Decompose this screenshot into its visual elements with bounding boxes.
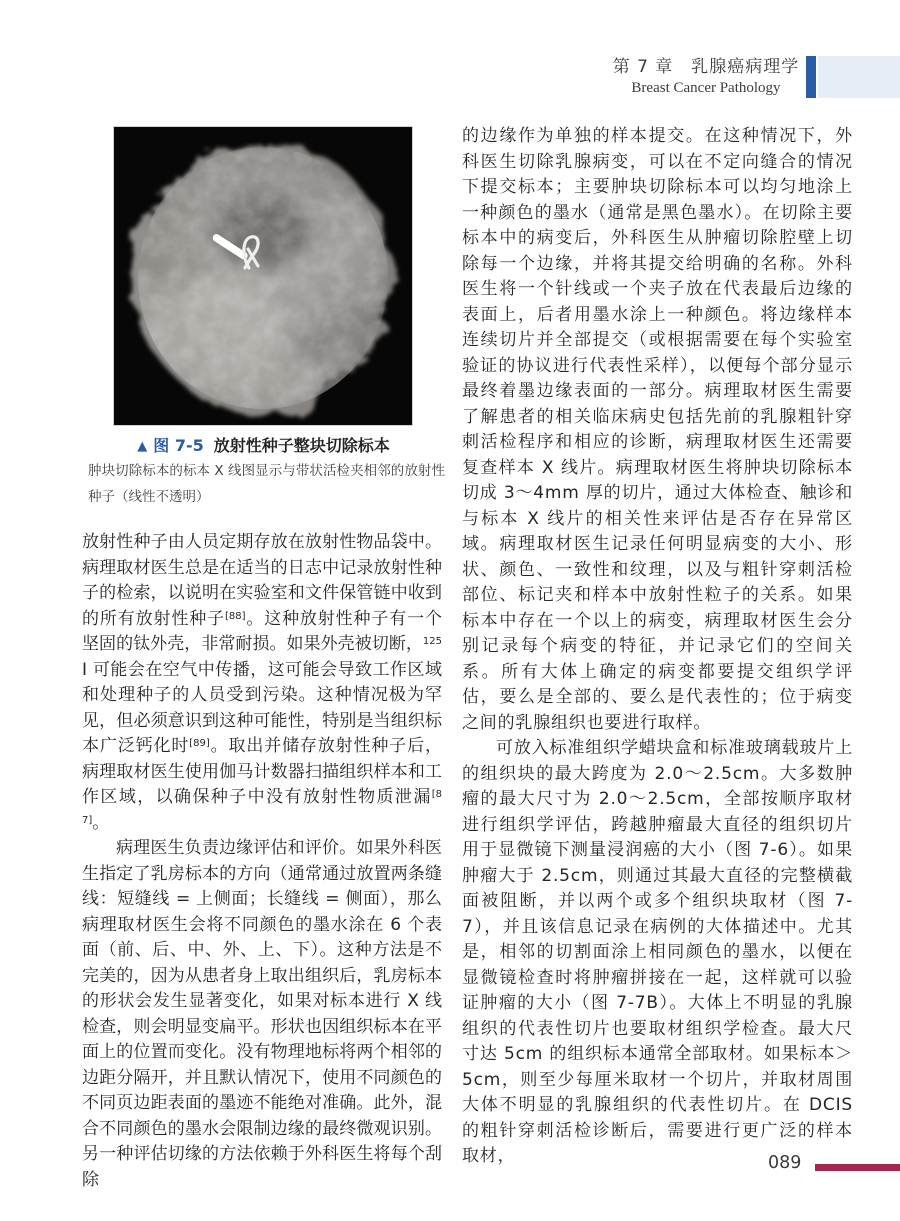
- caption-triangle-icon: ▲: [137, 439, 148, 454]
- specimen-radiograph-image: [114, 127, 412, 425]
- figure-caption: [82, 433, 445, 456]
- figure-label: 图 7-5: [153, 436, 204, 455]
- body-paragraph: 可放入标准组织学蜡块盒和标准玻璃载玻片上的组织块的最大跨度为 2.0～2.5cm。大多数肿瘤的最大尺寸为 2.0～2.5cm，全部按顺序取材进行组织学评估，跨越肿瘤最大直径的组织切片用于显微镜下测量浸润癌的大小（图 7-6）。如果肿瘤大于 2.5cm，则通过其最大直径的完整横截面被阻断，并以两个或多个组织块取材（图 7-7），并且该信息记录在病例的大体描述中。尤其是，相邻的切割面涂上相同颜色的墨水，以便在显微镜检查时将肿瘤拼接在一起，这样就可以验证肿瘤的大小（图 7-7B）。大体上不明显的乳腺组织的代表性切片也要取材组织学检查。最大尺寸达 5cm 的组织标本通常全部取材。如果标本＞ 5cm，则至少每厘米取材一个切片，并取材周围大体不明显的乳腺组织的代表性切片。在 DCIS 的粗针穿刺活检诊断后，需要进行更广泛的样本取材，: [462, 738, 853, 1166]
- left-column: [82, 530, 442, 1193]
- body-paragraph: 的边缘作为单独的样本提交。在这种情况下，外科医生切除乳腺病变，可以在不定向缝合的情况下提交标本；主要肿块切除标本可以均匀地涂上一种颜色的墨水（通常是黑色墨水）。在切除主要标本中的病变后，外科医生从肿瘤切除腔壁上切除每一个边缘，并将其提交给明确的名称。外科医生将一个针线或一个夹子放在代表最后边缘的表面上，后者用墨水涂上一种颜色。将边缘样本连续切片并全部提交（或根据需要在每个实验室验证的协议进行代表性采样），以便每个部分显示最终着墨边缘表面的一部分。病理取材医生需要了解患者的相关临床病史包括先前的乳腺粗针穿刺活检程序和相应的诊断，病理取材医生还需要复查样本 X 线片。病理取材医生将肿块切除标本切成 3～4mm 厚的切片，通过大体检查、触诊和与标本 X 线片的相关性来评估是否存在异常区域。病理取材医生记录任何明显病变的大小、形状、颜色、一致性和纹理，以及与粗针穿刺活检部位、标记夹和样本中放射性粒子的关系。如果标本中存在一个以上的病变，病理取材医生会分别记录每个病变的特征，并记录它们的空间关系。所有大体上确定的病变都要提交组织学评估，要么是全部的、要么是代表性的；位于病变之间的乳腺组织也要进行取样。: [462, 126, 853, 733]
- body-paragraph: 病理医生负责边缘评估和评价。如果外科医生指定了乳房标本的方向（通常通过放置两条缝线：短缝线 = 上侧面；长缝线 = 侧面），那么病理取材医生会将不同颜色的墨水涂在 6 个表面（前、后、中、外、上、下）。这种方法是不完美的，因为从患者身上取出组织后，乳房标本的形状会发生显著变化，如果对标本进行 X 线检查，则会明显变扁平。形状也因组织标本在平面上的位置而变化。没有物理地标将两个相邻的边距分隔开，并且默认情况下，使用不同颜色的不同页边距表面的墨迹不能绝对准确。此外，混合不同颜色的墨水会限制边缘的最终微观识别。另一种评估切缘的方法依赖于外科医生将每个刮除: [82, 838, 442, 1190]
- radiograph-drawing: [114, 127, 412, 425]
- header-accent-bar: [806, 56, 816, 98]
- header-accent-band: [818, 56, 900, 98]
- page-number: 089: [768, 1153, 802, 1173]
- footer-rule: [815, 1164, 900, 1171]
- chapter-header: [610, 52, 802, 97]
- body-paragraph: 放射性种子由人员定期存放在放射性物品袋中。病理取材医生总是在适当的日志中记录放射性种子的检索，以说明在实验室和文件保管链中收到的所有放射性种子[88]。这种放射性种子有一个坚固的钛外壳，非常耐损。如果外壳被切断，$^{125}$I 可能会在空气中传播，这可能会导致工作区域和处理种子的人员受到污染。这种情况极为罕见，但必须意识到这种可能性，特别是当组织标本广泛钙化时[89]。取出并储存放射性种子后，病理取材医生使用伽马计数器扫描组织样本和工作区域，以确保种子中没有放射性物质泄漏[87]。: [82, 532, 443, 833]
- figure-note: 肿块切除标本的标本 X 线图显示与带状活检夹相邻的放射性种子（线性不透明）: [88, 463, 445, 505]
- figure-title: 放射性种子整块切除标本: [213, 436, 390, 455]
- chapter-title-en: Breast Cancer Pathology: [631, 80, 781, 96]
- right-column: [462, 124, 853, 1170]
- chapter-title-zh: 第 7 章 乳腺癌病理学: [612, 57, 800, 77]
